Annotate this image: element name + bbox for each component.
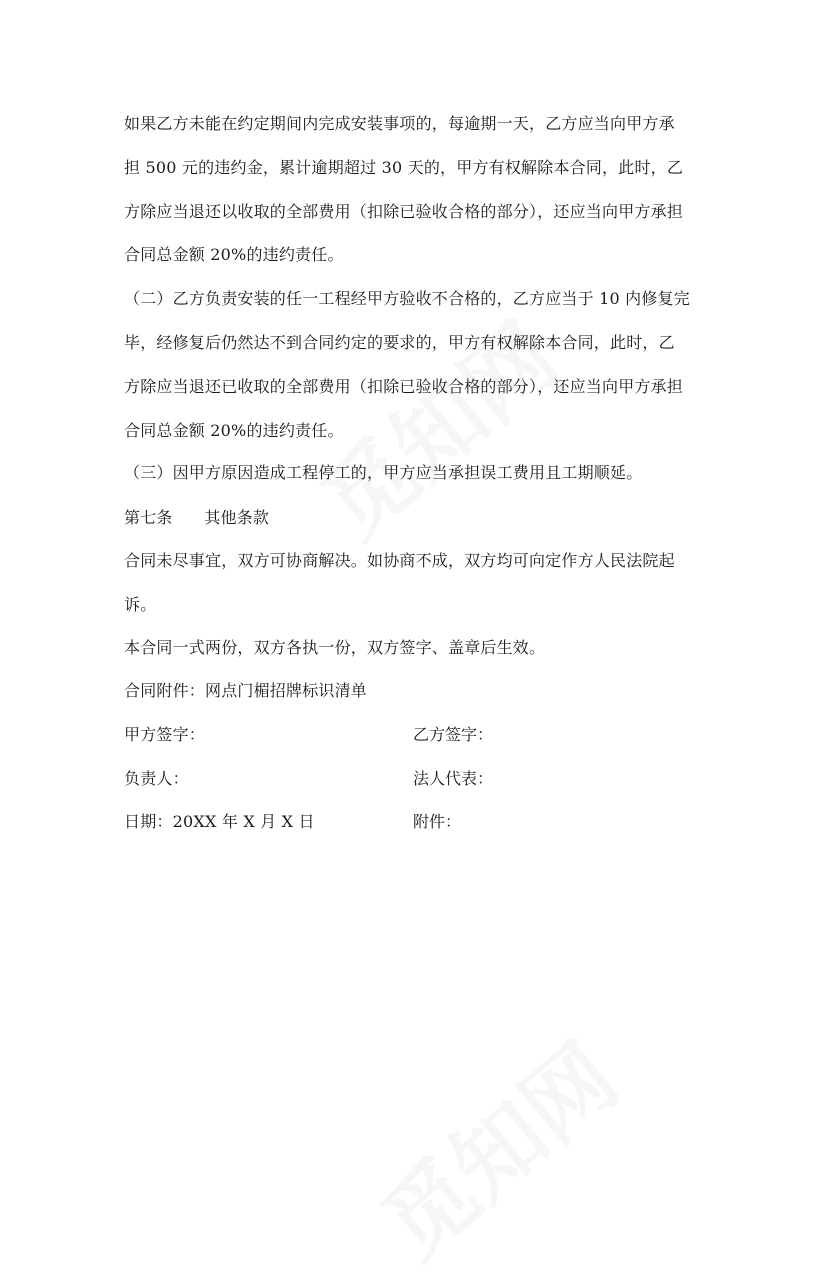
paragraph-line: 方除应当退还已收取的全部费用（扣除已验收合格的部分），还应当向甲方承担 (124, 377, 684, 396)
responsible-person-label: 负责人： (124, 769, 189, 788)
paragraph-line: 本合同一式两份，双方各执一份，双方签字、盖章后生效。 (124, 638, 546, 657)
attachment-line: 合同附件：网点门楣招牌标识清单 (124, 681, 368, 700)
section-heading: 第七条 其他条款 (124, 508, 270, 527)
party-b-signature-label: 乙方签字： (413, 725, 494, 744)
watermark (350, 1008, 640, 1281)
paragraph-line: 如果乙方未能在约定期间内完成安装事项的，每逾期一天，乙方应当向甲方承 (124, 114, 675, 133)
paragraph-line: 诉。 (124, 595, 157, 614)
paragraph-line: 毕，经修复后仍然达不到合同约定的要求的，甲方有权解除本合同，此时，乙 (124, 333, 675, 352)
paragraph-line: （三）因甲方原因造成工程停工的，甲方应当承担误工费用且工期顺延。 (124, 463, 643, 482)
attachment-label: 附件： (413, 812, 462, 831)
paragraph-line: 方除应当退还以收取的全部费用（扣除已验收合格的部分），还应当向甲方承担 (124, 202, 684, 221)
paragraph-line: （二）乙方负责安装的任一工程经甲方验收不合格的，乙方应当于 10 内修复完 (124, 289, 690, 308)
party-a-signature-label: 甲方签字： (124, 725, 206, 744)
paragraph-line: 合同总金额 20%的违约责任。 (124, 245, 344, 264)
date-label: 日期：20XX 年 X 月 X 日 (124, 812, 315, 831)
paragraph-line: 合同总金额 20%的违约责任。 (124, 421, 344, 440)
paragraph-line: 合同未尽事宜，双方可协商解决。如协商不成，双方均可向定作方人民法院起 (124, 551, 675, 570)
legal-representative-label: 法人代表： (413, 769, 494, 788)
paragraph-line: 担 500 元的违约金，累计逾期超过 30 天的，甲方有权解除本合同，此时，乙 (124, 158, 684, 177)
